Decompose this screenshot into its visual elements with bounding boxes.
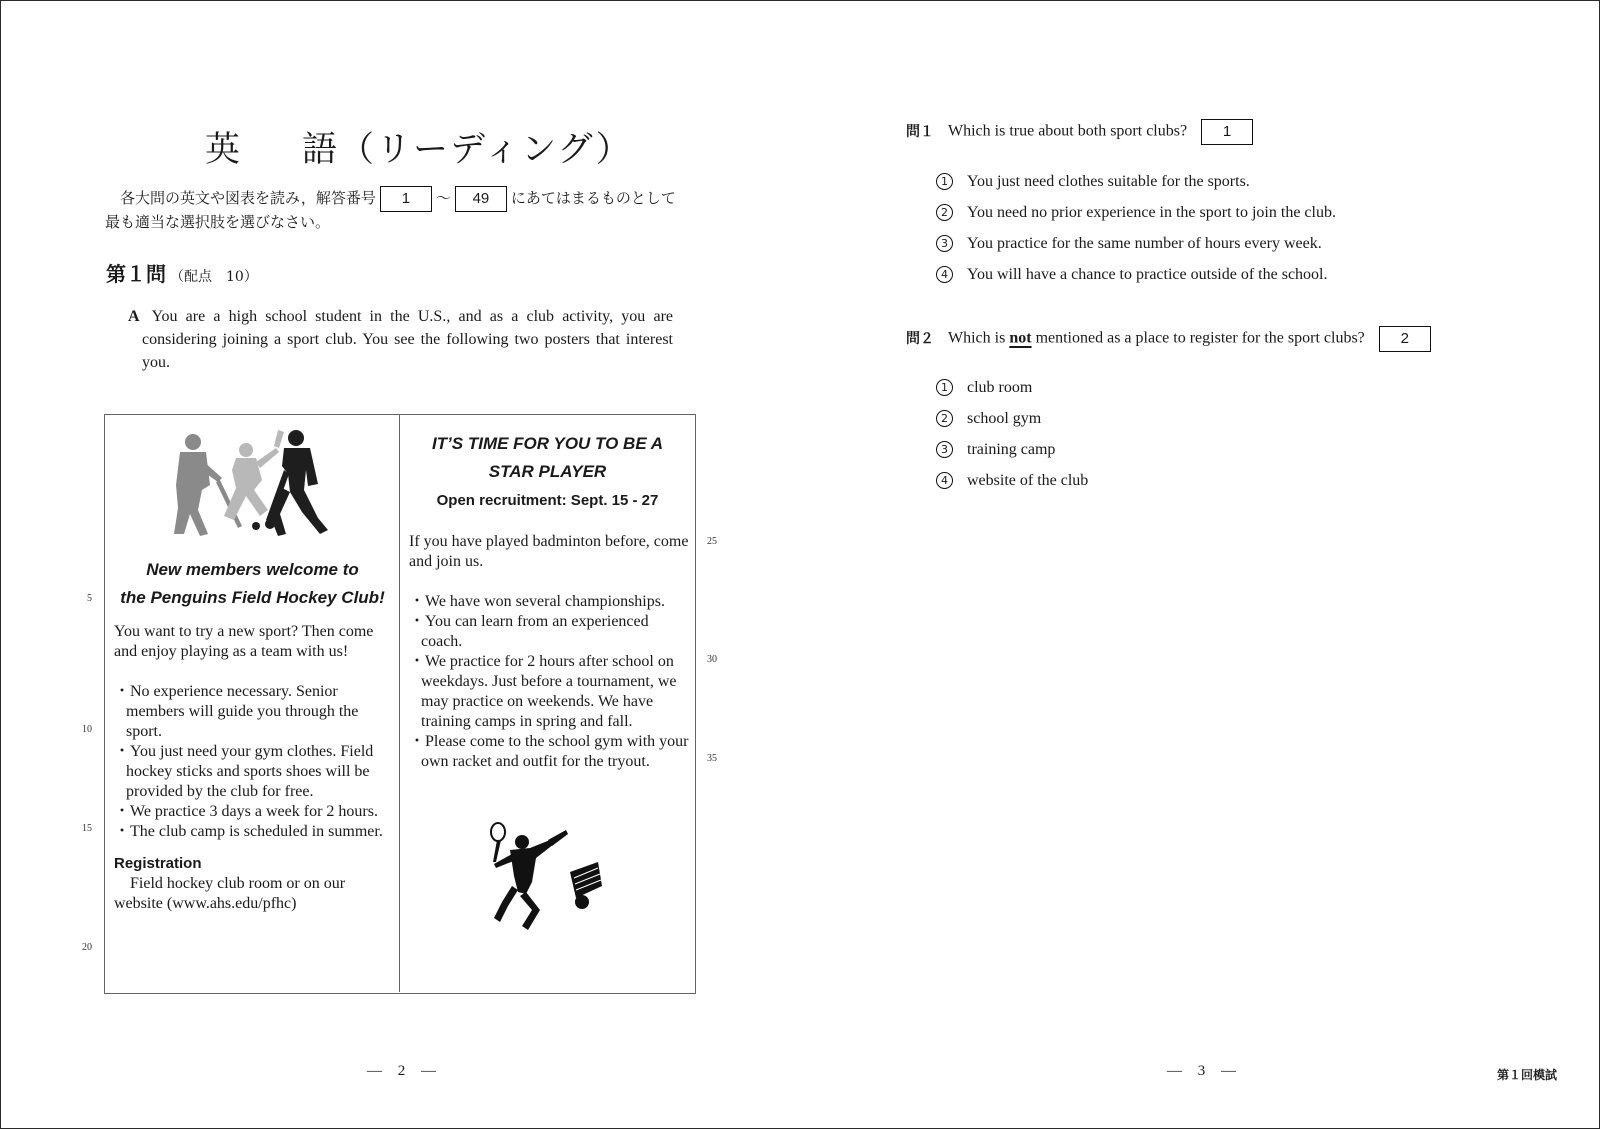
- hockey-poster-bullets: [114, 682, 392, 842]
- field-hockey-players-illustration: [158, 430, 348, 542]
- emphasis-not: not: [1009, 329, 1032, 347]
- answer-box-1: 1: [1201, 119, 1253, 145]
- choice-number-icon: 1: [936, 173, 953, 190]
- line-number: 25: [707, 536, 717, 547]
- line-number: 10: [82, 724, 92, 735]
- line-number: 35: [707, 753, 717, 764]
- choice-number-icon: 4: [936, 472, 953, 489]
- list-item: ・We practice 3 days a week for 2 hours.: [114, 803, 378, 820]
- line-number: 15: [82, 823, 92, 834]
- badminton-poster-bullets: [409, 592, 691, 772]
- exam-series-tag: 第１回模試: [1497, 1068, 1558, 1082]
- page-number-left: — 2 —: [367, 1063, 442, 1079]
- question-1: 問１ Which is true about both sport clubs? 1: [906, 119, 1257, 145]
- list-item: ・No experience necessary. Senior members will guide you through the sport.: [114, 683, 359, 740]
- list-item: ・You just need your gym clothes. Field hockey sticks and sports shoes will be provided by the club for free.: [114, 743, 374, 800]
- part-a-intro: A You are a high school student in the U.S., and as a club activity, you are considering joining a sport club. You see the following two posters that interest you.: [128, 308, 673, 371]
- list-item: ・Please come to the school gym with your own racket and outfit for the tryout.: [409, 733, 689, 770]
- badminton-recruitment-dates: Open recruitment: Sept. 15 - 27: [436, 492, 659, 509]
- choice-number-icon: 2: [936, 204, 953, 221]
- hockey-poster-headline: New members welcome to the Penguins Field Hockey Club!: [120, 560, 385, 607]
- hockey-poster-body: [114, 622, 392, 914]
- question-2: 問２ Which is not mentioned as a place to register for the sport clubs? 2: [906, 326, 1435, 352]
- line-number: 5: [87, 593, 92, 604]
- section-heading: 第１問 （配点 10）: [106, 262, 258, 286]
- page-number-right: — 3 —: [1167, 1063, 1242, 1079]
- list-item: ・You can learn from an experienced coach.: [409, 613, 649, 650]
- badminton-player-illustration: [470, 822, 620, 937]
- badminton-poster-body: [409, 532, 691, 772]
- registration-heading: Registration: [114, 855, 202, 872]
- line-number: 30: [707, 654, 717, 665]
- line-number: 20: [82, 942, 92, 953]
- part-label: A: [128, 308, 140, 325]
- choice-number-icon: 2: [936, 410, 953, 427]
- answer-range-end-box: 49: [455, 186, 507, 212]
- answer-range-start-box: 1: [380, 186, 432, 212]
- question-label: 問１: [906, 123, 934, 140]
- badminton-poster-intro: If you have played badminton before, come and join us.: [409, 533, 689, 570]
- list-item: ・The club camp is scheduled in summer.: [114, 823, 383, 840]
- choice-number-icon: 1: [936, 379, 953, 396]
- answer-box-2: 2: [1379, 326, 1431, 352]
- q2-option: 3 training camp: [936, 441, 1055, 459]
- choice-number-icon: 3: [936, 235, 953, 252]
- list-item: ・We have won several championships.: [409, 593, 665, 610]
- registration-text: Field hockey club room or on our website (www.ahs.edu/pfhc): [114, 875, 346, 912]
- q2-option: 4 website of the club: [936, 472, 1088, 490]
- q1-option: 4 You will have a chance to practice outside of the school.: [936, 266, 1328, 284]
- hockey-poster-intro: You want to try a new sport? Then come and enjoy playing as a team with us!: [114, 623, 374, 660]
- instructions-line2: 最も適当な選択肢を選びなさい。: [105, 213, 331, 231]
- choice-number-icon: 3: [936, 441, 953, 458]
- q2-option: 2 school gym: [936, 410, 1041, 428]
- poster-divider: [399, 414, 400, 992]
- badminton-poster-headline: IT’S TIME FOR YOU TO BE A STAR PLAYER: [431, 434, 664, 481]
- q2-option: 1 club room: [936, 379, 1032, 397]
- q1-option: 2 You need no prior experience in the sport to join the club.: [936, 204, 1336, 222]
- q1-option: 3 You practice for the same number of hours every week.: [936, 235, 1322, 253]
- q1-option: 1 You just need clothes suitable for the sports.: [936, 173, 1250, 191]
- section-points: （配点 10）: [170, 269, 258, 285]
- instructions: 各大問の英文や図表を読み，解答番号 1 〜 49 にあてはまるものとして: [120, 185, 720, 212]
- choice-number-icon: 4: [936, 266, 953, 283]
- page-title: 英 語（リーディング）: [205, 130, 633, 170]
- question-label: 問２: [906, 330, 934, 347]
- list-item: ・We practice for 2 hours after school on weekdays. Just before a tournament, we may practice on weekends. We have training camps in spring and fall.: [409, 653, 677, 730]
